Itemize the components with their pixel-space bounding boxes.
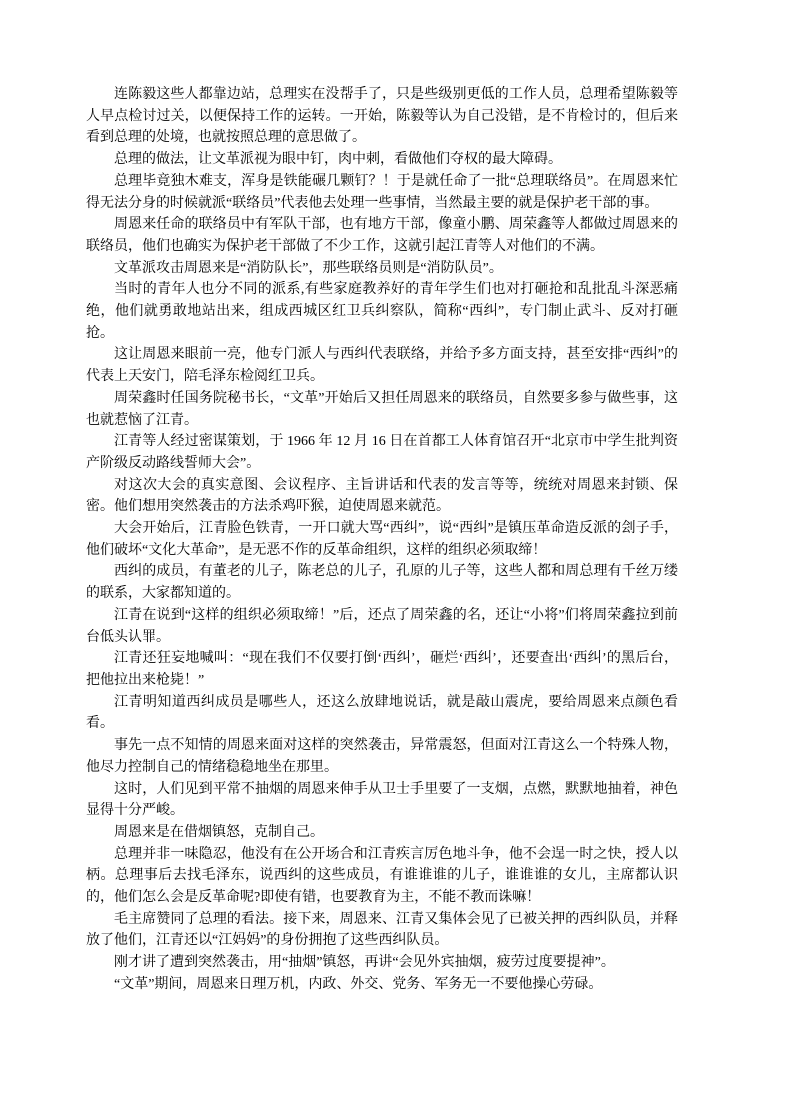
paragraph: 文革派攻击周恩来是“消防队长”，那些联络员则是“消防队员”。 [114,260,503,276]
paragraph: 周恩来是在借烟镇怒，克制自己。 [114,824,324,840]
paragraph: 总理的做法，让文革派视为眼中钉，肉中刺，看做他们夺权的最大障碍。 [114,152,562,168]
paragraph: 江青在说到“这样的组织必须取缔！”后，还点了周荣鑫的名，还让“小将”们将周荣鑫拉到前台低头认罪。 [86,607,678,645]
paragraph: 大会开始后，江青脸色铁青，一开口就大骂“西纠”，说“西纠”是镇压革命造反派的刽子手，他们破坏“文化大革命”，是无恶不作的反革命组织，这样的组织必须取缔！ [86,521,678,558]
paragraph: 周荣鑫时任国务院秘书长，“文革”开始后又担任周恩来的联络员，自然要多参与做些事，这也就惹恼了江青。 [86,390,678,428]
paragraph: 江青明知道西纠成员是哪些人，还这么放肆地说话，就是敲山震虎，要给周恩来点颜色看看。 [86,694,678,732]
document-body [86,84,678,996]
paragraph: 事先一点不知情的周恩来面对这样的突然袭击，异常震怒，但面对江青这么一个特殊人物，他尽力控制自己的情绪稳稳地坐在那里。 [86,738,678,775]
paragraph: 这让周恩来眼前一亮，他专门派人与西纠代表联络，并给予多方面支持，甚至安排“西纠”的代表上天安门，陪毛泽东检阅红卫兵。 [86,347,678,385]
paragraph: 当时的青年人也分不同的派系,有些家庭教养好的青年学生们也对打砸抢和乱批乱斗深恶痛绝，他们就勇敢地站出来，组成西城区红卫兵纠察队，简称“西纠”，专门制止武斗、反对打砸抢。 [86,282,678,341]
paragraph: 西纠的成员，有董老的儿子，陈老总的儿子，孔原的儿子等，这些人都和周总理有千丝万缕的联系，大家都知道的。 [86,564,678,602]
paragraph: 周恩来任命的联络员中有军队干部，也有地方干部，像童小鹏、周荣鑫等人都做过周恩来的联络员，他们也确实为保护老干部做了不少工作，这就引起江青等人对他们的不满。 [86,217,678,254]
paragraph: 对这次大会的真实意图、会议程序、主旨讲话和代表的发言等等，统统对周恩来封锁、保密。他们想用突然袭击的方法杀鸡吓猴，迫使周恩来就范。 [86,477,678,515]
paragraph: 刚才讲了遭到突然袭击，用“抽烟”镇怒，再讲“会见外宾抽烟，疲劳过度要提神”。 [114,955,615,971]
paragraph: “文革”期间，周恩来日理万机，内政、外交、党务、军务无一不要他操心劳碌。 [114,976,603,992]
paragraph: 江青还狂妄地喊叫：“现在我们不仅要打倒‘西纠’，砸烂‘西纠’，还要查出‘西纠’的黑后台，把他拉出来枪毙！” [86,651,678,688]
paragraph: 总理毕竟独木难支，浑身是铁能碾几颗钉？！于是就任命了一批“总理联络员”。在周恩来忙得无法分身的时候就派“联络员”代表他去处理一些事情，当然最主要的就是保护老干部的事。 [86,173,678,211]
paragraph: 毛主席赞同了总理的看法。接下来，周恩来、江青又集体会见了已被关押的西纠队员，并释放了他们，江青还以“江妈妈”的身份拥抱了这些西纠队员。 [86,911,678,949]
paragraph: 总理并非一味隐忍，他没有在公开场合和江青疾言厉色地斗争，他不会逞一时之快，授人以柄。总理事后去找毛泽东，说西纠的这些成员，有谁谁谁的儿子，谁谁谁的女儿，主席都认识的，他们怎么会是反革命呢?即使有错，也要教育为主，不能不教而诛嘛！ [86,846,678,906]
paragraph: 江青等人经过密谋策划，于 1966 年 12 月 16 日在首都工人体育馆召开“北京市中学生批判资产阶级反动路线誓师大会”。 [86,434,678,471]
paragraph: 这时，人们见到平常不抽烟的周恩来伸手从卫士手里要了一支烟，点燃，默默地抽着，神色显得十分严峻。 [86,781,678,819]
paragraph: 连陈毅这些人都靠边站，总理实在没帮手了，只是些级别更低的工作人员，总理希望陈毅等人早点检讨过关，以便保持工作的运转。一开始，陈毅等认为自己没错，是不肯检讨的，但后来看到总理的处境，也就按照总理的意思做了。 [86,87,678,146]
